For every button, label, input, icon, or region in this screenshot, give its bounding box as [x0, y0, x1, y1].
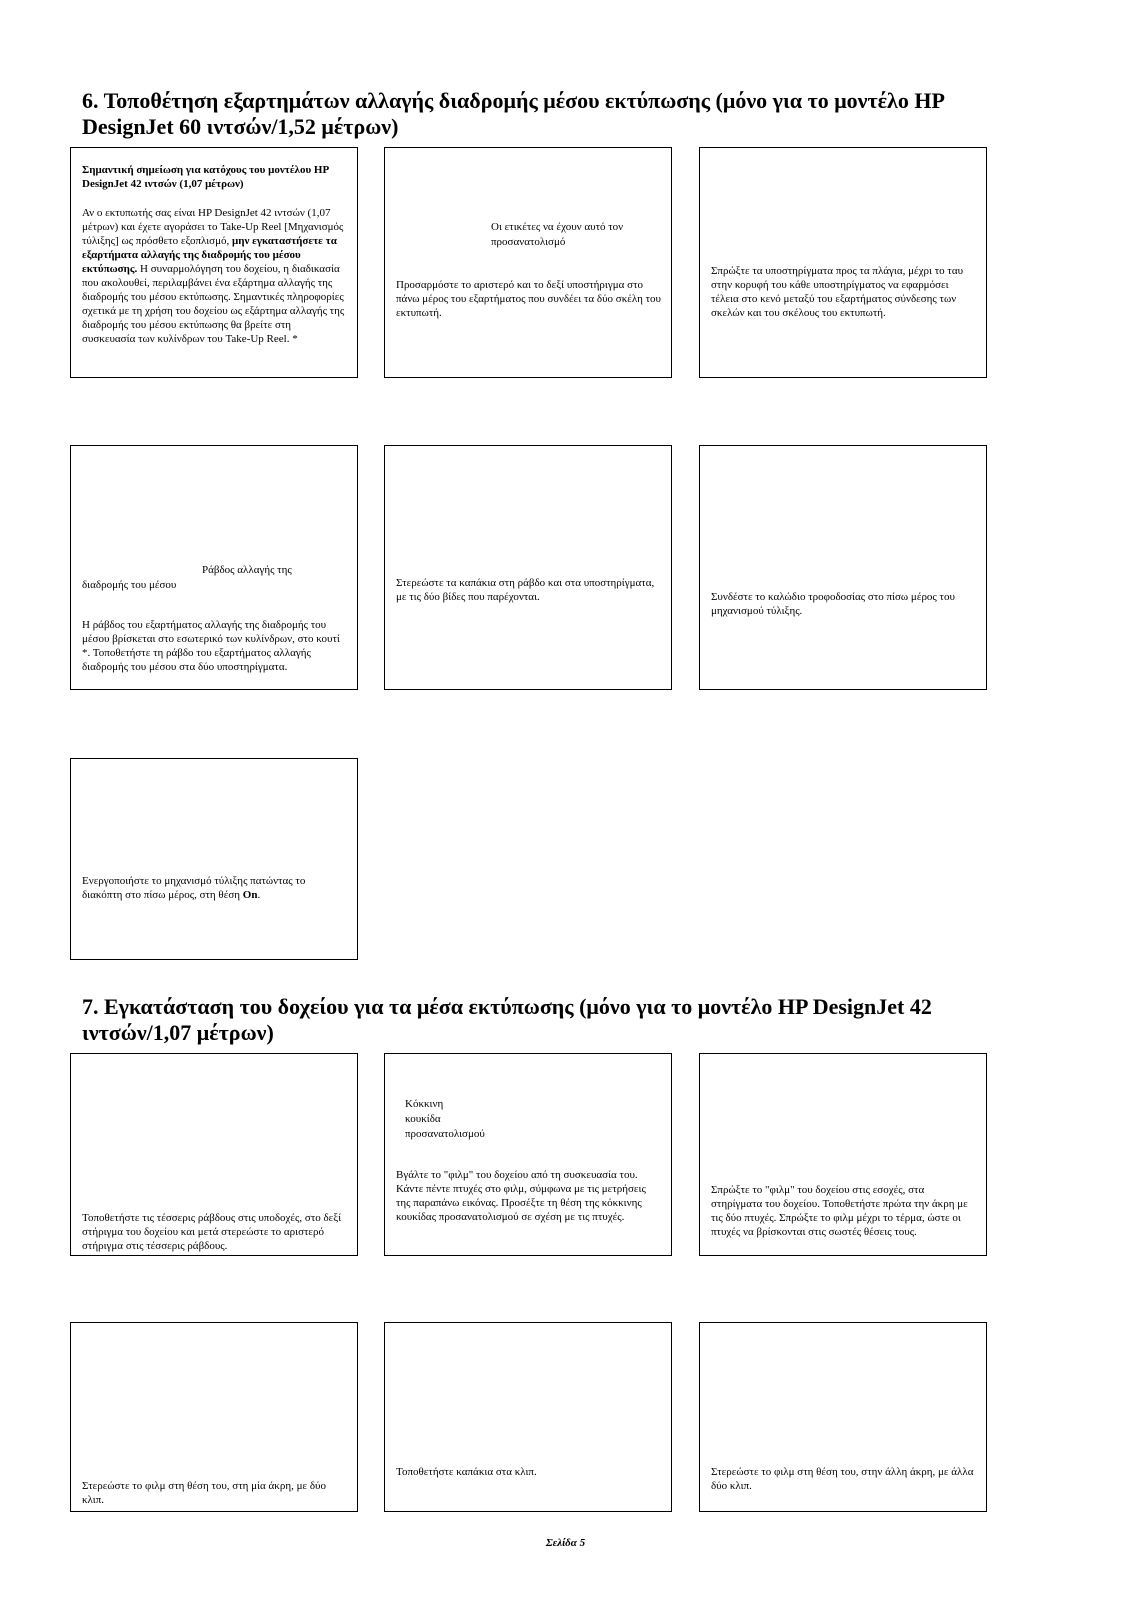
- step-7-3-text: Σπρώξτε το "φιλμ" του δοχείου στις εσοχές, στα στηρίγματα του δοχείου. Τοποθετήστε πρώτα την άκρη με τις δύο πτυχές. Σπρώξτε το φιλμ μέχρι το τέρμα, ώστε οι πτυχές να βρίσκονται στις σωστές θέσεις τους.: [711, 1184, 968, 1238]
- step-7-4-box: [70, 1322, 358, 1512]
- step-6-7-text: Ενεργοποιήστε το μηχανισμό τύλιξης πατώντας το διακόπτη στο πίσω μέρος, στη θέση On.: [82, 875, 306, 901]
- step-6-4-text: Η ράβδος του εξαρτήματος αλλαγής της διαδρομής του μέσου βρίσκεται στο εσωτερικό των κυλίνδρων, στο κουτί *. Τοποθετήστε τη ράβδο του εξαρτήματος αλλαγής διαδρομής του μέσου στα δύο υποστηρίγματα.: [82, 619, 340, 673]
- red-orientation-dot-label: Κόκκινη κουκίδα προσανατολισμού: [405, 1098, 485, 1140]
- step-6-3-text: Σπρώξτε τα υποστηρίγματα προς τα πλάγια, μέχρι το ταυ στην κορυφή του κάθε υποστηρίγματος να εφαρμόσει τέλεια στο κενό μεταξύ του εξαρτήματος σύνδεσης των σκελών και του σκέλους του εκτυπωτή.: [711, 265, 964, 319]
- note-body: Αν ο εκτυπωτής σας είναι HP DesignJet 42 ιντσών (1,07 μέτρων) και έχετε αγοράσει το Take-Up Reel [Μηχανισμός τύλιξης] ως πρόσθετο εξοπλισμό, μην εγκαταστήσετε τα εξαρτήματα αλλαγής της διαδρομής του μέσου εκτύπωσης. Η συναρμολόγηση του δοχείου, η διαδικασία που ακολουθεί, περιλαμβάνει ένα εξάρτημα αλλαγής της διαδρομής του μέσου εκτύπωσης. Σημαντικές πληροφορίες σχετικά με τη χρήση του δοχείου ως εξάρτημα αλλαγής της διαδρομής του μέσου εκτύπωσης θα βρείτε στη συσκευασία των κυλίνδρων του Take-Up Reel. *: [82, 207, 345, 345]
- labels-orientation-label: Οι ετικέτες να έχουν αυτό τον προσανατολισμό: [491, 221, 624, 248]
- step-7-1-text: Τοποθετήστε τις τέσσερις ράβδους στις υποδοχές, στο δεξί στήριγμα του δοχείου και μετά στερεώστε το αριστερό στήριγμα στις τέσσερις ράβδους.: [82, 1212, 342, 1252]
- note-title: Σημαντική σημείωση για κατόχους του μοντέλου HP DesignJet 42 ιντσών (1,07 μέτρων): [82, 164, 329, 190]
- page-number: Σελίδα 5: [545, 1537, 586, 1549]
- step-6-2-box: [384, 147, 672, 378]
- step-7-6-box: [699, 1322, 987, 1512]
- note-box: [70, 147, 358, 378]
- step-7-6-text: Στερεώστε το φιλμ στη θέση του, στην άλλη άκρη, με άλλα δύο κλιπ.: [711, 1466, 974, 1492]
- step-6-5-box: [384, 445, 672, 690]
- step-7-4-text: Στερεώστε το φιλμ στη θέση του, στη μία άκρη, με δύο κλιπ.: [82, 1480, 326, 1506]
- step-6-4-box: [70, 445, 358, 690]
- media-path-rod-label: Ράβδος αλλαγής της διαδρομής του μέσου: [82, 564, 292, 591]
- step-6-3-box: [699, 147, 987, 378]
- step-7-2-box: [384, 1053, 672, 1256]
- step-6-2-text: Προσαρμόστε το αριστερό και το δεξί υποστήριγμα στο πάνω μέρος του εξαρτήματος που συνδέει τα δύο σκέλη του εκτυπωτή.: [396, 279, 661, 319]
- step-6-6-box: [699, 445, 987, 690]
- section-7-heading: 7. Εγκατάσταση του δοχείου για τα μέσα εκτύπωσης (μόνο για το μοντέλο HP DesignJet 42 ιντσών/1,07 μέτρων): [82, 994, 932, 1045]
- step-7-2-text: Βγάλτε το "φιλμ" του δοχείου από τη συσκευασία του. Κάντε πέντε πτυχές στο φιλμ, σύμφωνα με τις μετρήσεις της παραπάνω εικόνας. Προσέξτε τη θέση της κόκκινης κουκίδας προσανατολισμού σε σχέση με τις πτυχές.: [396, 1169, 646, 1223]
- step-7-5-box: [384, 1322, 672, 1512]
- step-6-5-text: Στερεώστε τα καπάκια στη ράβδο και στα υποστηρίγματα, με τις δύο βίδες που παρέχονται.: [396, 577, 655, 603]
- step-7-1-box: [70, 1053, 358, 1256]
- step-7-5-text: Τοποθετήστε καπάκια στα κλιπ.: [396, 1466, 537, 1478]
- step-7-3-box: [699, 1053, 987, 1256]
- step-6-6-text: Συνδέστε το καλώδιο τροφοδοσίας στο πίσω μέρος του μηχανισμού τύλιξης.: [711, 591, 955, 617]
- step-6-7-box: [70, 758, 358, 960]
- section-6-heading: 6. Τοποθέτηση εξαρτημάτων αλλαγής διαδρομής μέσου εκτύπωσης (μόνο για το μοντέλο HP DesignJet 60 ιντσών/1,52 μέτρων): [82, 88, 944, 139]
